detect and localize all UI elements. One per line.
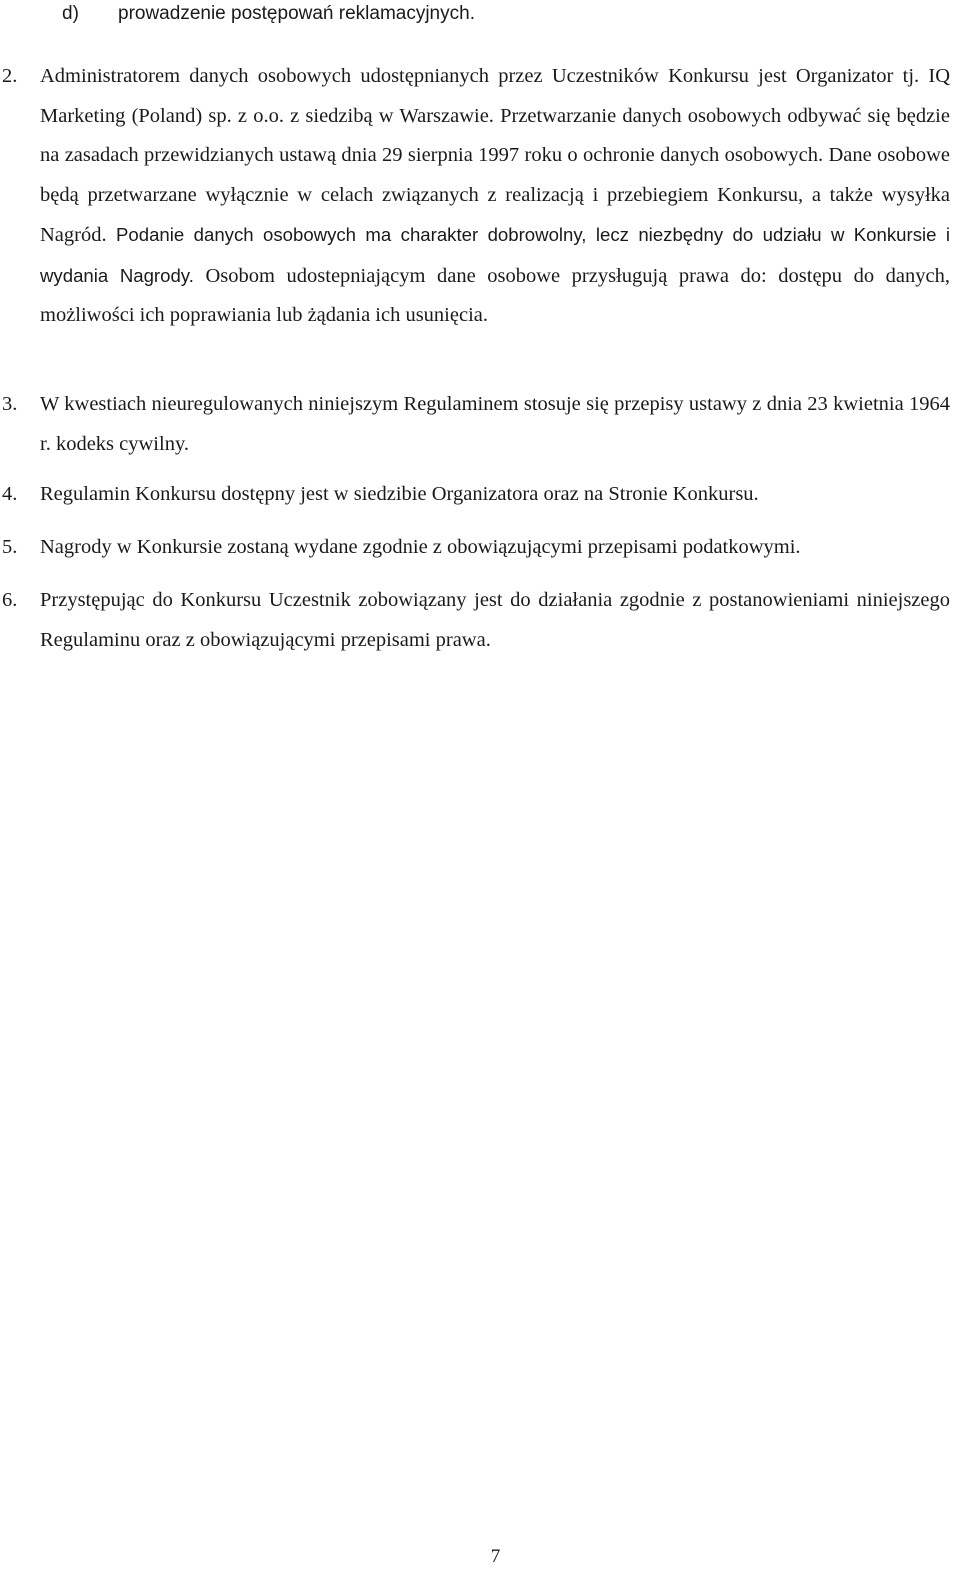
item-body: Nagrody w Konkursie zostaną wydane zgodnie z obowiązującymi przepisami podatkowymi. [40,536,801,558]
item-number: 3. [2,393,18,415]
paragraph-segment: Podanie danych osobowych ma charakter dobrowolny, lecz niezbędny do udziału w Konkursie i wydania Nagrody. [40,224,951,286]
item-body [40,57,950,336]
page-number: 7 [490,1546,501,1567]
item-number: 6. [2,589,18,611]
numbered-item-5 [2,528,950,568]
numbered-item-4 [2,475,950,515]
item-body: Regulamin Konkursu dostępny jest w siedzibie Organizatora oraz na Stronie Konkursu. [40,483,759,505]
paragraph-segment: Przetwarzanie danych osobowych odbywać się będzie na zasadach przewidzianych ustawą dnia 29 sierpnia 1997 roku o ochronie danych osobowych. Dane osobowe będą przetwarzane wyłącznie w celach związanych z realizacją i przebiegiem Konkursu, a także wysyłka Nagród. [40,104,950,246]
item-number: 4. [2,483,18,505]
item-number: 5. [2,536,18,558]
paragraph-segment: Osobom udostepniającym dane osobowe przysługują prawa do: dostępu do danych, możliwości ich poprawiania lub żądania ich usunięcia. [40,264,950,326]
numbered-item-3 [2,385,950,464]
paragraph-segment: Administratorem danych osobowych udostępnianych przez Uczestników Konkursu jest Organizator tj. IQ Marketing (Poland) sp. z o.o. z siedzibą w Warszawie. [40,65,950,127]
list-marker: d) [62,3,79,24]
list-item-d [62,0,475,33]
item-body: Przystępując do Konkursu Uczestnik zobowiązany jest do działania zgodnie z postanowieniami niniejszego Regulaminu oraz z obowiązującymi przepisami prawa. [40,589,950,651]
item-number: 2. [2,65,18,87]
numbered-item-6 [2,581,950,660]
list-item-text: prowadzenie postępowań reklamacyjnych. [118,3,475,24]
numbered-item-2 [2,57,950,336]
item-body: W kwestiach nieuregulowanych niniejszym Regulaminem stosuje się przepisy ustawy z dnia 23 kwietnia 1964 r. kodeks cywilny. [40,393,950,455]
